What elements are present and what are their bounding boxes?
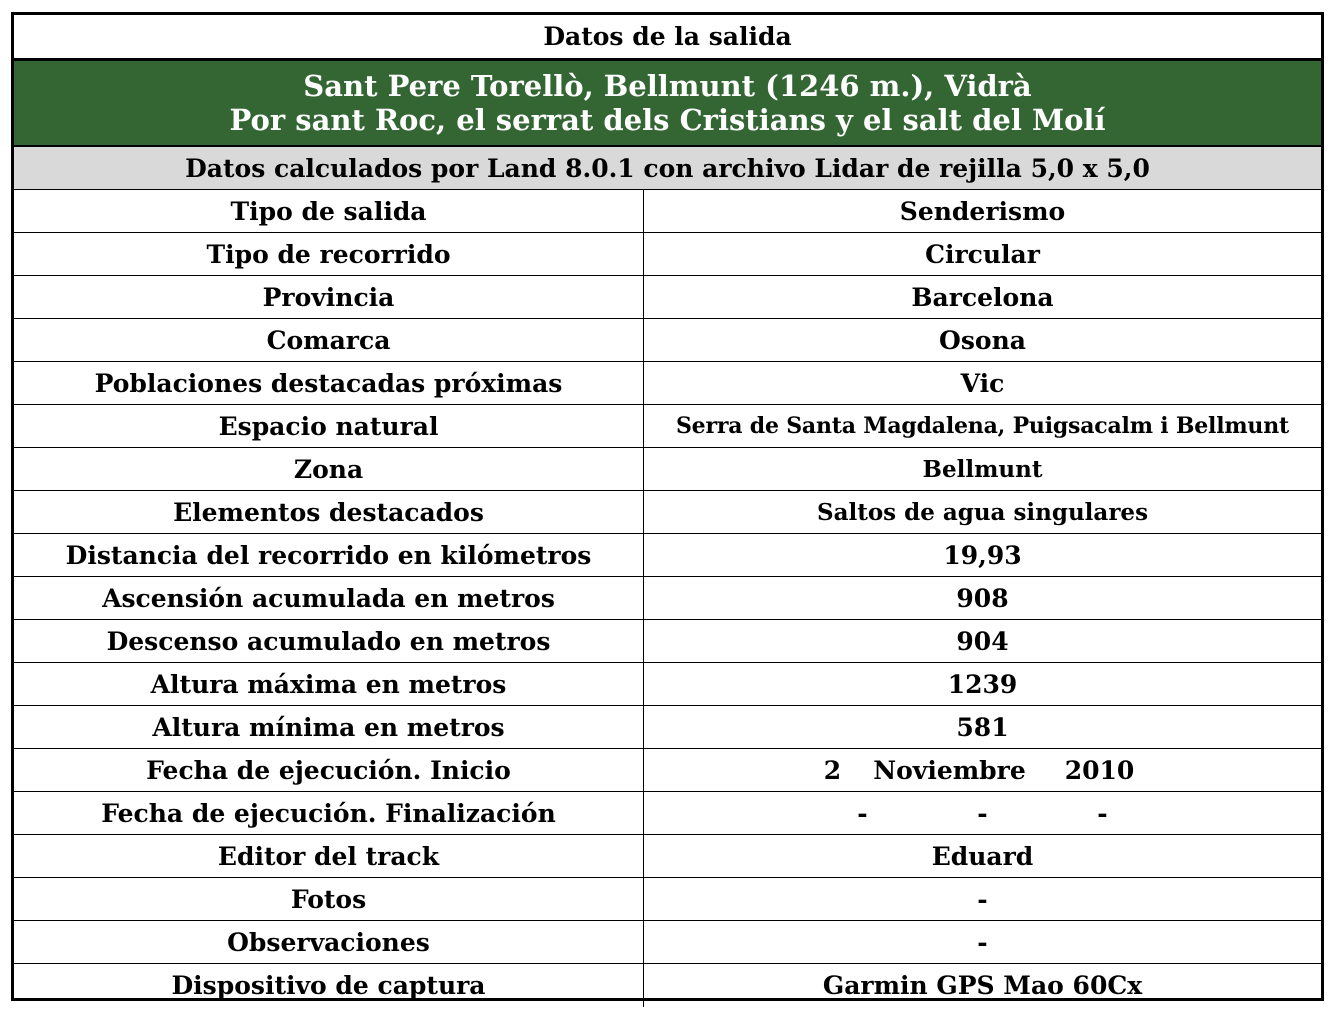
row-value: Saltos de agua singulares <box>816 498 1149 526</box>
row-value: 904 <box>956 626 1009 656</box>
date-month: - <box>977 798 988 828</box>
row-value: - <box>977 927 988 957</box>
row-value: - <box>977 884 988 914</box>
calculation-note-band <box>14 147 1321 190</box>
row-label: Provincia <box>14 276 644 318</box>
row-provincia <box>14 276 1321 319</box>
row-value: 581 <box>956 712 1009 742</box>
route-name-line-1: Sant Pere Torellò, Bellmunt (1246 m.), Vidrà <box>303 69 1032 103</box>
data-rows <box>14 190 1321 1007</box>
row-value: 1239 <box>947 669 1018 699</box>
row-label: Editor del track <box>14 835 644 877</box>
row-value: Eduard <box>931 841 1034 871</box>
row-label: Ascensión acumulada en metros <box>14 577 644 619</box>
row-label: Fecha de ejecución. Finalización <box>14 792 644 834</box>
row-label: Fecha de ejecución. Inicio <box>14 749 644 791</box>
date-day: - <box>857 798 868 828</box>
row-descenso <box>14 620 1321 663</box>
row-observaciones <box>14 921 1321 964</box>
row-label: Tipo de recorrido <box>14 233 644 275</box>
row-label: Comarca <box>14 319 644 361</box>
row-poblaciones <box>14 362 1321 405</box>
row-label: Dispositivo de captura <box>14 964 644 1007</box>
route-name-band <box>14 59 1321 147</box>
row-value: Serra de Santa Magdalena, Puigsacalm i Bellmunt <box>675 413 1289 439</box>
row-value: Senderismo <box>899 196 1066 226</box>
table-title-text: Datos de la salida <box>543 22 792 51</box>
row-value: Garmin GPS Mao 60Cx <box>822 971 1143 1000</box>
row-label: Zona <box>14 448 644 490</box>
date-year: - <box>1097 798 1108 828</box>
row-elementos-destacados <box>14 491 1321 534</box>
row-value: Barcelona <box>911 282 1054 312</box>
row-tipo-de-recorrido <box>14 233 1321 276</box>
row-fecha-inicio <box>14 749 1321 792</box>
row-value: Circular <box>925 239 1040 269</box>
row-value: Vic <box>960 368 1005 398</box>
row-fecha-finalizacion <box>14 792 1321 835</box>
row-label: Poblaciones destacadas próximas <box>14 362 644 404</box>
row-value: Bellmunt <box>922 455 1043 483</box>
row-editor <box>14 835 1321 878</box>
row-value-date <box>644 792 1321 834</box>
row-ascension <box>14 577 1321 620</box>
row-zona <box>14 448 1321 491</box>
row-value: 908 <box>956 583 1009 613</box>
row-dispositivo <box>14 964 1321 1007</box>
row-label: Distancia del recorrido en kilómetros <box>14 534 644 576</box>
row-label: Fotos <box>14 878 644 920</box>
row-altura-maxima <box>14 663 1321 706</box>
row-distancia <box>14 534 1321 577</box>
row-label: Elementos destacados <box>14 491 644 533</box>
row-label: Descenso acumulado en metros <box>14 620 644 662</box>
table-title <box>14 15 1321 59</box>
row-value-date <box>644 749 1321 791</box>
row-label: Espacio natural <box>14 405 644 447</box>
route-data-table <box>11 12 1324 1001</box>
date-month: Noviembre <box>873 755 1026 785</box>
row-comarca <box>14 319 1321 362</box>
row-espacio-natural <box>14 405 1321 448</box>
row-label: Observaciones <box>14 921 644 963</box>
route-name-line-2: Por sant Roc, el serrat dels Cristians y el salt del Molí <box>229 103 1106 137</box>
row-label: Altura mínima en metros <box>14 706 644 748</box>
row-altura-minima <box>14 706 1321 749</box>
calculation-note-text: Datos calculados por Land 8.0.1 con archivo Lidar de rejilla 5,0 x 5,0 <box>185 153 1150 183</box>
row-tipo-de-salida <box>14 190 1321 233</box>
row-label: Altura máxima en metros <box>14 663 644 705</box>
row-value: 19,93 <box>943 540 1022 570</box>
date-year: 2010 <box>1064 755 1135 785</box>
row-value: Osona <box>939 325 1026 355</box>
date-day: 2 <box>823 755 842 785</box>
row-fotos <box>14 878 1321 921</box>
row-label: Tipo de salida <box>14 190 644 232</box>
